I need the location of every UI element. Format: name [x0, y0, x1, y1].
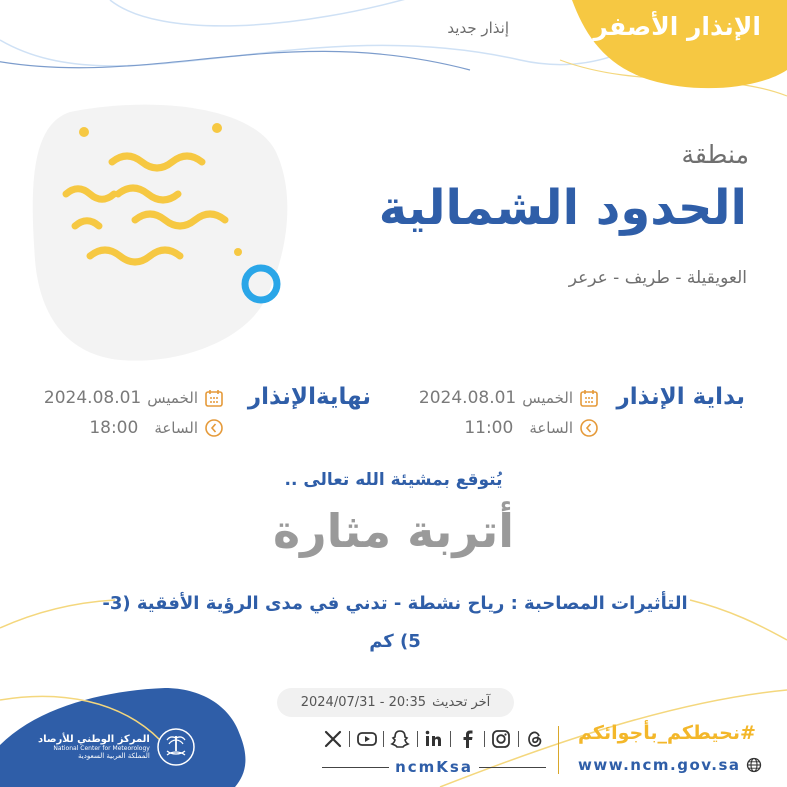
- instagram-icon[interactable]: [490, 728, 512, 750]
- new-alert-label: إنذار جديد: [447, 19, 509, 37]
- separator: [450, 731, 451, 747]
- start-date: 2024.08.01: [418, 388, 517, 408]
- linkedin-icon[interactable]: [423, 728, 445, 750]
- palm-swords-emblem-icon: [156, 727, 196, 767]
- separator: [518, 731, 519, 747]
- last-update-badge: [277, 688, 514, 717]
- globe-icon: [746, 757, 762, 773]
- hashtag: #نحيطكم_بأجوائكم: [578, 722, 756, 744]
- start-date-row: [419, 388, 599, 408]
- separator: [349, 731, 350, 747]
- x-icon[interactable]: [322, 728, 344, 750]
- logo-name-ar: المركز الوطني للأرصاد: [38, 734, 150, 745]
- affected-cities: العويقيلة - طريف - عرعر: [568, 268, 747, 288]
- separator: [417, 731, 418, 747]
- website-row: [578, 756, 762, 774]
- calendar-icon: [579, 388, 599, 408]
- start-time-row: [464, 418, 599, 438]
- last-update-value: 2024/07/31 - 20:35: [300, 695, 427, 710]
- separator: [484, 731, 485, 747]
- handle-line-left: [322, 767, 389, 768]
- end-date-row: [44, 388, 224, 408]
- clock-icon: [204, 418, 224, 438]
- expectation-text: يُتوقع بمشيئة الله تعالى ..: [284, 470, 503, 490]
- website-link[interactable]: www.ncm.gov.sa: [578, 756, 741, 774]
- start-time-label: الساعة: [529, 419, 573, 437]
- last-update-label: آخر تحديث: [432, 695, 491, 710]
- alert-level-title: الإنذار الأصفر: [593, 12, 761, 41]
- ncm-logo: [38, 722, 198, 772]
- snapchat-icon[interactable]: [389, 728, 411, 750]
- social-links: [322, 728, 546, 750]
- calendar-icon: [204, 388, 224, 408]
- end-time-label: الساعة: [154, 419, 198, 437]
- start-day: الخميس: [522, 389, 573, 407]
- end-time-row: [89, 418, 224, 438]
- region-name: الحدود الشمالية: [378, 180, 747, 236]
- associated-effects: التأثيرات المصاحبة : رياح نشطة - تدني في مدى الرؤية الأفقية (3-5) كم: [102, 593, 688, 652]
- handle-line-right: [479, 767, 546, 768]
- logo-name-en: National Center for Meteorology: [53, 745, 150, 752]
- logo-country-ar: المملكة العربية السعودية: [78, 752, 150, 760]
- logo-text: [38, 734, 150, 760]
- handle-row: [322, 758, 546, 776]
- threads-icon[interactable]: [524, 728, 546, 750]
- end-title: نهايةالإنذار: [247, 384, 371, 410]
- start-time: 11:00: [464, 418, 514, 438]
- facebook-icon[interactable]: [457, 728, 479, 750]
- start-title: بداية الإنذار: [616, 384, 745, 410]
- region-label: منطقة: [681, 140, 749, 169]
- end-day: الخميس: [147, 389, 198, 407]
- social-handle[interactable]: ncmKsa: [395, 758, 473, 776]
- end-time: 18:00: [89, 418, 139, 438]
- end-date: 2024.08.01: [43, 388, 142, 408]
- weather-phenomenon: أتربة مثارة: [272, 504, 514, 558]
- youtube-icon[interactable]: [356, 728, 378, 750]
- clock-icon: [579, 418, 599, 438]
- separator: [383, 731, 384, 747]
- footer-divider: [558, 726, 559, 774]
